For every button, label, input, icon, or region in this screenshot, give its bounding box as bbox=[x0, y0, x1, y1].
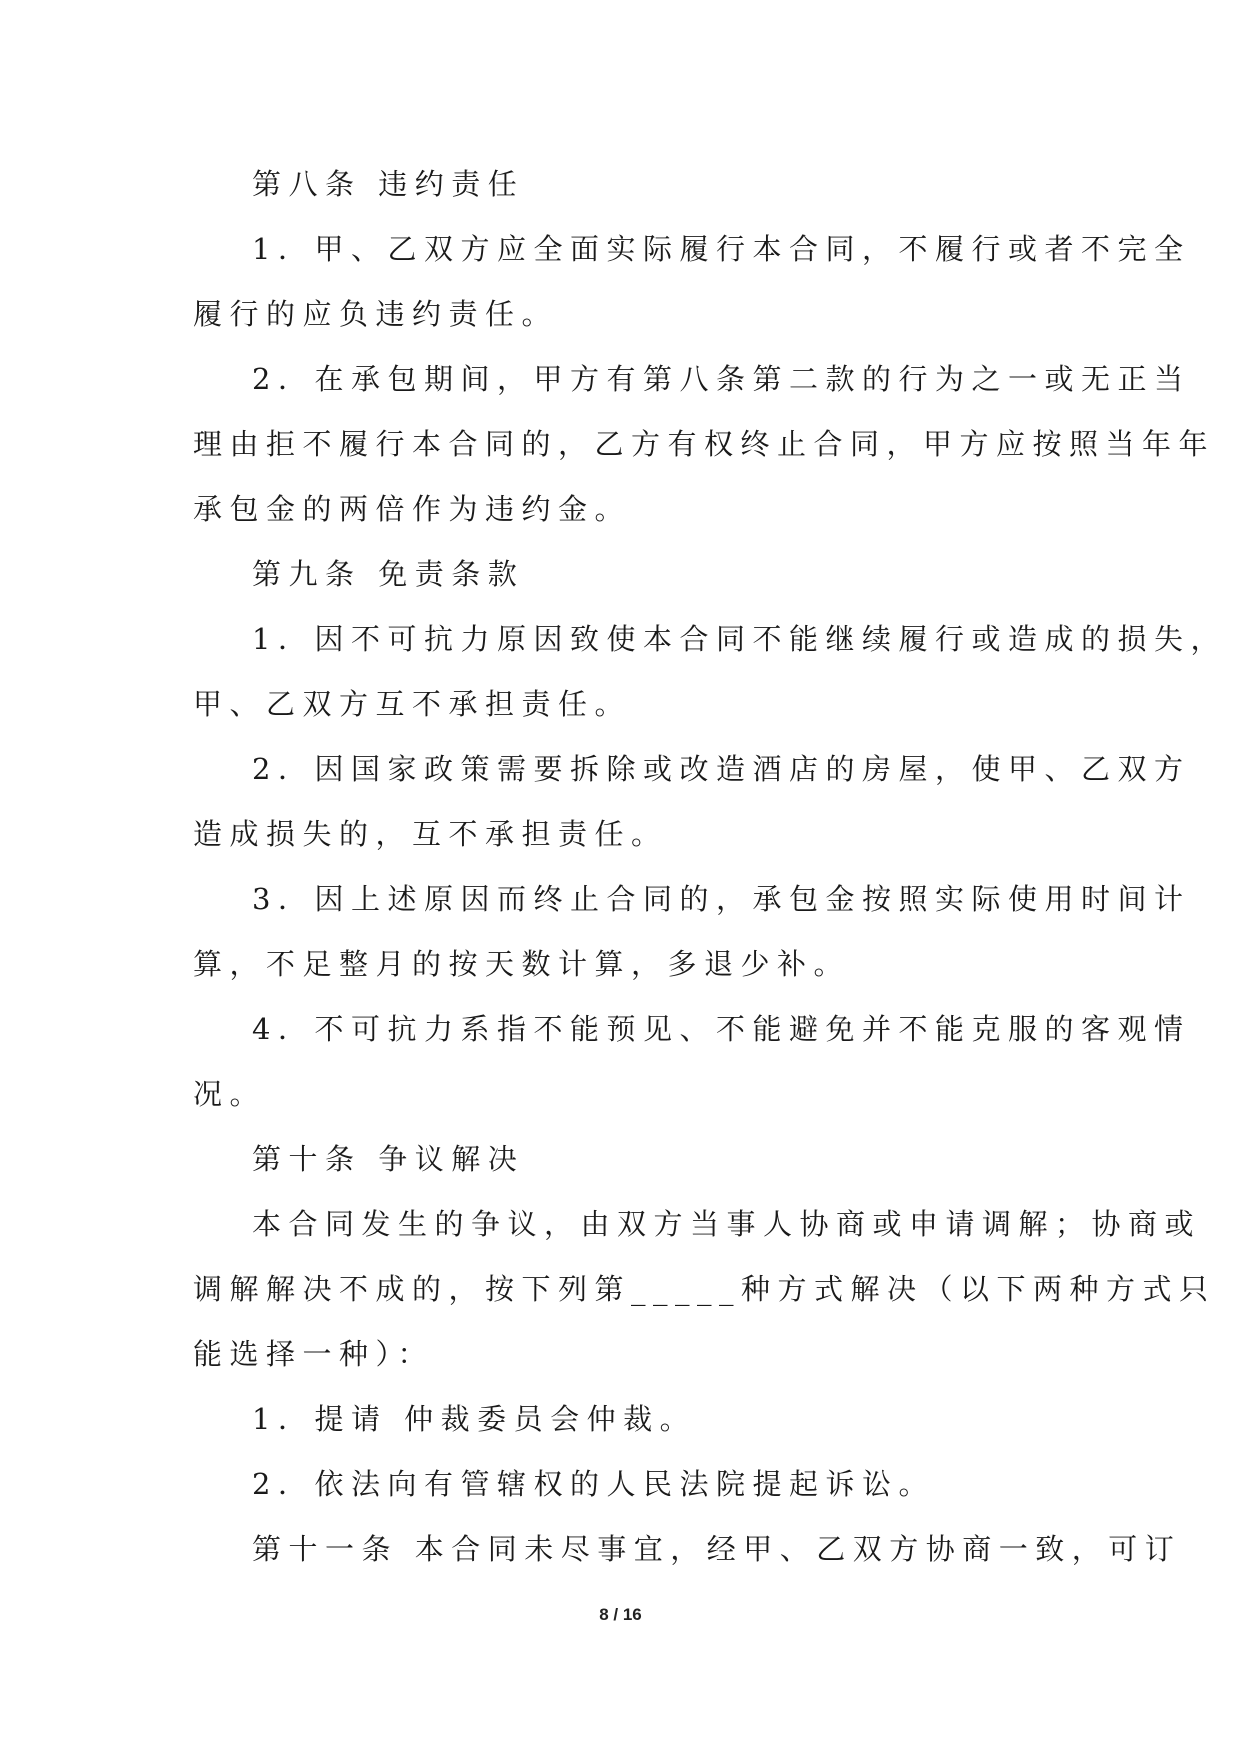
paragraph-line: 调解解决不成的，按下列第_____种方式解决（以下两种方式只 bbox=[193, 1272, 1216, 1306]
paragraph-line: 1．提请 仲裁委员会仲裁。 bbox=[252, 1402, 697, 1436]
paragraph-line: 1．因不可抗力原因致使本合同不能继续履行或造成的损失， bbox=[252, 622, 1227, 656]
paragraph-line: 2．因国家政策需要拆除或改造酒店的房屋，使甲、乙双方 bbox=[252, 752, 1191, 786]
article-9-heading: 第九条 免责条款 bbox=[252, 557, 525, 591]
article-8-heading: 第八条 违约责任 bbox=[252, 167, 525, 201]
paragraph-line: 履行的应负违约责任。 bbox=[193, 297, 559, 331]
paragraph-line: 况。 bbox=[193, 1077, 267, 1111]
article-11-line: 第十一条 本合同未尽事宜，经甲、乙双方协商一致，可订 bbox=[252, 1532, 1182, 1566]
paragraph-line: 理由拒不履行本合同的，乙方有权终止合同，甲方应按照当年年 bbox=[193, 427, 1216, 461]
document-body bbox=[193, 152, 1227, 1582]
paragraph-line: 承包金的两倍作为违约金。 bbox=[193, 492, 632, 526]
paragraph-line: 能选择一种）： bbox=[193, 1337, 435, 1371]
article-10-heading: 第十条 争议解决 bbox=[252, 1142, 525, 1176]
paragraph-line: 3．因上述原因而终止合同的，承包金按照实际使用时间计 bbox=[252, 882, 1191, 916]
paragraph-line: 1．甲、乙双方应全面实际履行本合同，不履行或者不完全 bbox=[252, 232, 1191, 266]
paragraph-line: 4．不可抗力系指不能预见、不能避免并不能克服的客观情 bbox=[252, 1012, 1191, 1046]
paragraph-line: 2．在承包期间，甲方有第八条第二款的行为之一或无正当 bbox=[252, 362, 1191, 396]
paragraph-line: 本合同发生的争议，由双方当事人协商或申请调解；协商或 bbox=[252, 1207, 1202, 1241]
paragraph-line: 算，不足整月的按天数计算，多退少补。 bbox=[193, 947, 851, 981]
paragraph-line: 甲、乙双方互不承担责任。 bbox=[193, 687, 632, 721]
paragraph-line: 2．依法向有管辖权的人民法院提起诉讼。 bbox=[252, 1467, 935, 1501]
page-number: 8 / 16 bbox=[599, 1605, 642, 1624]
paragraph-line: 造成损失的，互不承担责任。 bbox=[193, 817, 668, 851]
